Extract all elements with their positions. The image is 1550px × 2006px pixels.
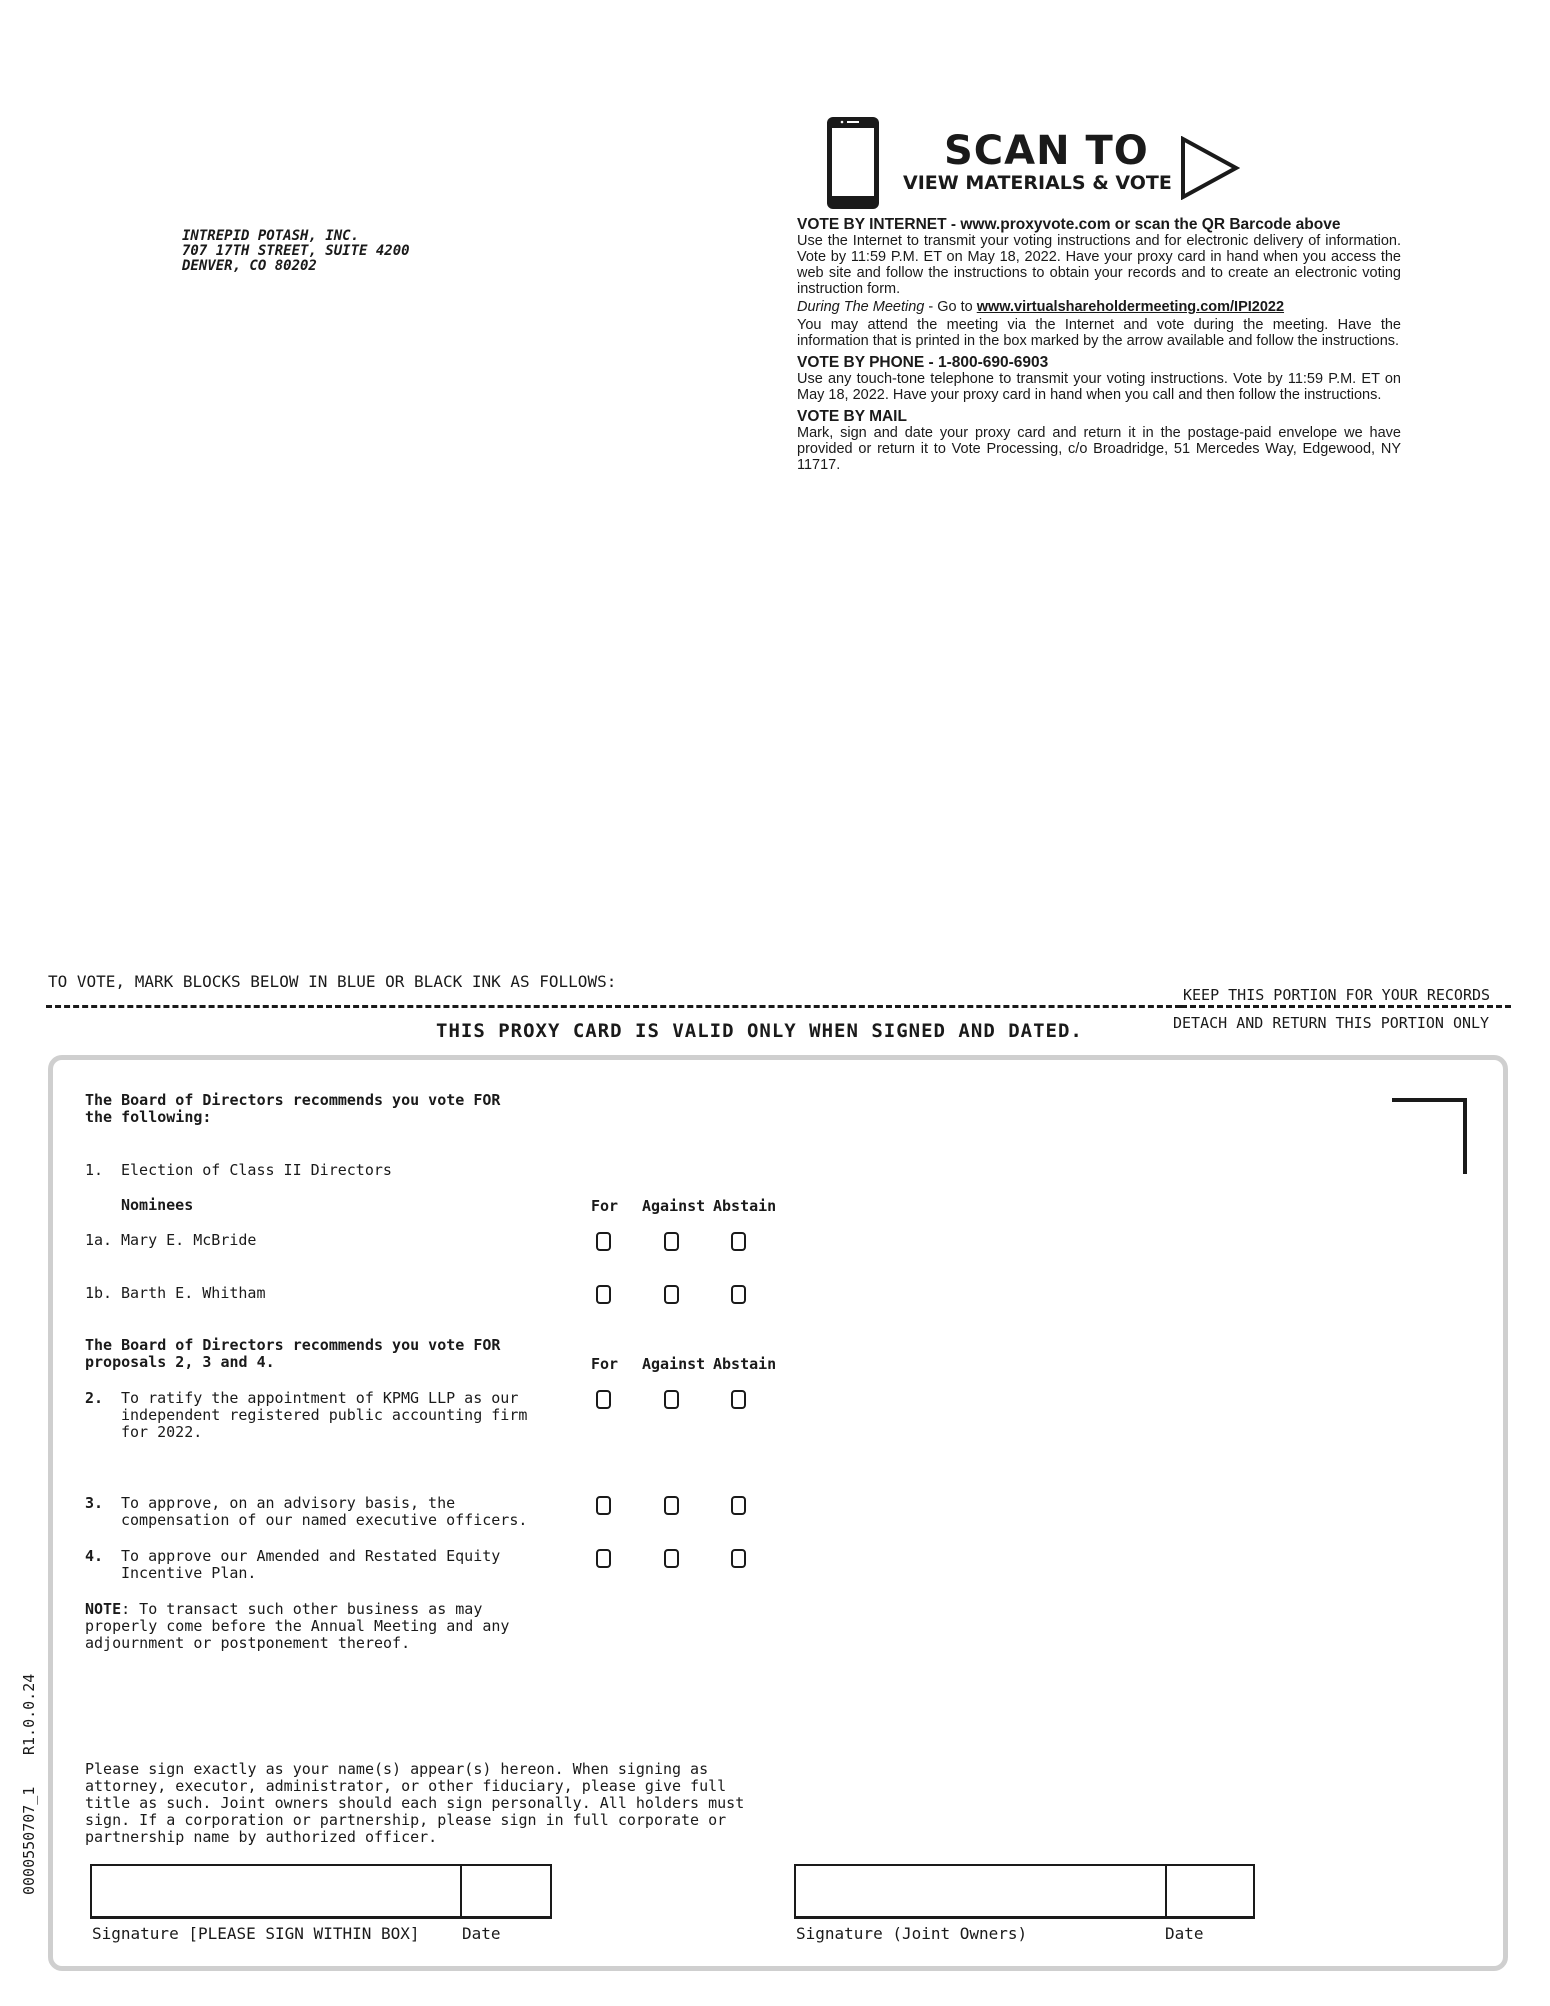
proposal-4-against-checkbox[interactable]	[664, 1549, 679, 1568]
proposal-3-for-checkbox[interactable]	[596, 1496, 611, 1515]
nominee-1b-against-checkbox[interactable]	[664, 1285, 679, 1304]
vote-phone-heading: VOTE BY PHONE - 1-800-690-6903	[797, 354, 1049, 371]
p4-line1: To approve our Amended and Restated Equity	[121, 1547, 501, 1565]
col-abstain-2: Abstain	[713, 1355, 777, 1373]
proposal-4-text	[121, 1548, 500, 1582]
meeting-label: During The Meeting	[797, 299, 925, 315]
nominee-1a-abstain-checkbox[interactable]	[731, 1232, 746, 1251]
signing-instructions	[85, 1761, 744, 1846]
meeting-body: You may attend the meeting via the Internet and vote during the meeting. Have the information that is printed in the box marked by the arrow available and follow the instructions.	[797, 317, 1401, 349]
joint-signature-label: Signature (Joint Owners)	[796, 1924, 1028, 1943]
nominee-1a-name: Mary E. McBride	[121, 1231, 257, 1249]
sign-line2: attorney, executor, administrator, or other fiduciary, please give full	[85, 1777, 727, 1795]
to-vote-instruction: TO VOTE, MARK BLOCKS BELOW IN BLUE OR BLACK INK AS FOLLOWS:	[48, 972, 617, 991]
nominee-1a-number: 1a.	[85, 1231, 113, 1249]
sign-line4: sign. If a corporation or partnership, please sign in full corporate or	[85, 1811, 727, 1829]
item-1-number: 1.	[85, 1161, 104, 1179]
nominee-1b-number: 1b.	[85, 1284, 113, 1302]
proposal-2-for-checkbox[interactable]	[596, 1390, 611, 1409]
rec2-line2: proposals 2, 3 and 4.	[85, 1353, 275, 1371]
recommendation-2	[85, 1337, 500, 1371]
nominee-1a-against-checkbox[interactable]	[664, 1232, 679, 1251]
voting-instructions	[797, 217, 1401, 473]
scan-title: SCAN TO	[944, 128, 1149, 174]
note-line1: : To transact such other business as may	[121, 1600, 483, 1618]
vote-internet-heading: VOTE BY INTERNET - www.proxyvote.com or scan the QR Barcode above	[797, 216, 1341, 233]
address-line-2: 707 17TH STREET, SUITE 4200	[182, 243, 410, 259]
col-for: For	[591, 1197, 619, 1215]
keep-portion-label: KEEP THIS PORTION FOR YOUR RECORDS	[1183, 986, 1491, 1004]
col-for-2: For	[591, 1355, 619, 1373]
document-id: 0000550707_1	[20, 1786, 38, 1895]
signature-box[interactable]	[90, 1864, 462, 1919]
item-1-text: Election of Class II Directors	[121, 1161, 392, 1179]
joint-date-box[interactable]	[1165, 1864, 1255, 1919]
rec1-line1: The Board of Directors recommends you vote FOR	[85, 1091, 501, 1109]
proposal-3-against-checkbox[interactable]	[664, 1496, 679, 1515]
p4-line2: Incentive Plan.	[121, 1564, 257, 1582]
meeting-line	[797, 299, 1401, 315]
p2-line2: independent registered public accounting firm	[121, 1406, 528, 1424]
proposal-4-number: 4.	[85, 1547, 104, 1565]
col-against: Against	[642, 1197, 706, 1215]
company-address	[182, 229, 410, 274]
meeting-url-link[interactable]: www.virtualshareholdermeeting.com/IPI2022	[976, 299, 1285, 315]
col-abstain: Abstain	[713, 1197, 777, 1215]
note-label: NOTE	[85, 1600, 122, 1618]
vote-mail-body: Mark, sign and date your proxy card and return it in the postage-paid envelope we have provided or return it to Vote Processing, c/o Broadridge, 51 Mercedes Way, Edgewood, NY 11717.	[797, 425, 1401, 473]
scan-subtitle: VIEW MATERIALS & VOTE	[903, 172, 1172, 194]
proposal-3-number: 3.	[85, 1494, 104, 1512]
signature-label: Signature [PLEASE SIGN WITHIN BOX]	[92, 1924, 420, 1943]
date-box[interactable]	[460, 1864, 552, 1919]
meeting-goto: - Go to	[924, 299, 977, 315]
note-line3: adjournment or postponement thereof.	[85, 1634, 411, 1652]
vote-mail-heading: VOTE BY MAIL	[797, 408, 907, 425]
proposal-4-for-checkbox[interactable]	[596, 1549, 611, 1568]
proposal-3-text	[121, 1495, 527, 1529]
address-line-3: DENVER, CO 80202	[182, 258, 317, 274]
nominee-1b-name: Barth E. Whitham	[121, 1284, 266, 1302]
proposal-2-against-checkbox[interactable]	[664, 1390, 679, 1409]
p2-line1: To ratify the appointment of KPMG LLP as our	[121, 1389, 519, 1407]
note-line2: properly come before the Annual Meeting and any	[85, 1617, 510, 1635]
address-line-1: INTREPID POTASH, INC.	[182, 228, 360, 244]
nominees-label: Nominees	[121, 1196, 194, 1214]
detach-portion-label: DETACH AND RETURN THIS PORTION ONLY	[1173, 1014, 1490, 1032]
rec2-line1: The Board of Directors recommends you vote FOR	[85, 1336, 501, 1354]
detach-line-right	[1181, 1005, 1511, 1008]
col-against-2: Against	[642, 1355, 706, 1373]
sign-line3: title as such. Joint owners should each sign personally. All holders must	[85, 1794, 745, 1812]
proposal-3-abstain-checkbox[interactable]	[731, 1496, 746, 1515]
p3-line2: compensation of our named executive officers.	[121, 1511, 528, 1529]
phone-icon	[825, 115, 881, 211]
sign-line1: Please sign exactly as your name(s) appear(s) hereon. When signing as	[85, 1760, 709, 1778]
nominee-1b-abstain-checkbox[interactable]	[731, 1285, 746, 1304]
proposal-2-number: 2.	[85, 1389, 104, 1407]
nominee-1b-for-checkbox[interactable]	[596, 1285, 611, 1304]
valid-notice: THIS PROXY CARD IS VALID ONLY WHEN SIGNED AND DATED.	[436, 1020, 1083, 1042]
vote-internet-body: Use the Internet to transmit your voting instructions and for electronic delivery of information. Vote by 11:59 P.M. ET on May 18, 2022. Have your proxy card in hand when you access the web site and follow the instructions to obtain your records and to create an electronic voting instruction form.	[797, 233, 1401, 297]
note-text	[85, 1601, 509, 1652]
detach-line	[46, 1005, 1181, 1008]
proposal-4-abstain-checkbox[interactable]	[731, 1549, 746, 1568]
date-label: Date	[462, 1924, 501, 1943]
revision-id: R1.0.0.24	[20, 1673, 38, 1755]
recommendation-1	[85, 1092, 500, 1126]
p3-line1: To approve, on an advisory basis, the	[121, 1494, 456, 1512]
rec1-line2: the following:	[85, 1108, 212, 1126]
nominee-1a-for-checkbox[interactable]	[596, 1232, 611, 1251]
joint-signature-box[interactable]	[794, 1864, 1167, 1919]
corner-mark	[1392, 1098, 1467, 1174]
proposal-2-abstain-checkbox[interactable]	[731, 1390, 746, 1409]
proposal-2-text	[121, 1390, 527, 1441]
sign-line5: partnership name by authorized officer.	[85, 1828, 438, 1846]
play-arrow-icon	[1180, 136, 1240, 200]
vote-phone-body: Use any touch-tone telephone to transmit your voting instructions. Vote by 11:59 P.M. ET on May 18, 2022. Have your proxy card in hand when you call and then follow the instructions.	[797, 371, 1401, 403]
joint-date-label: Date	[1165, 1924, 1204, 1943]
p2-line3: for 2022.	[121, 1423, 203, 1441]
